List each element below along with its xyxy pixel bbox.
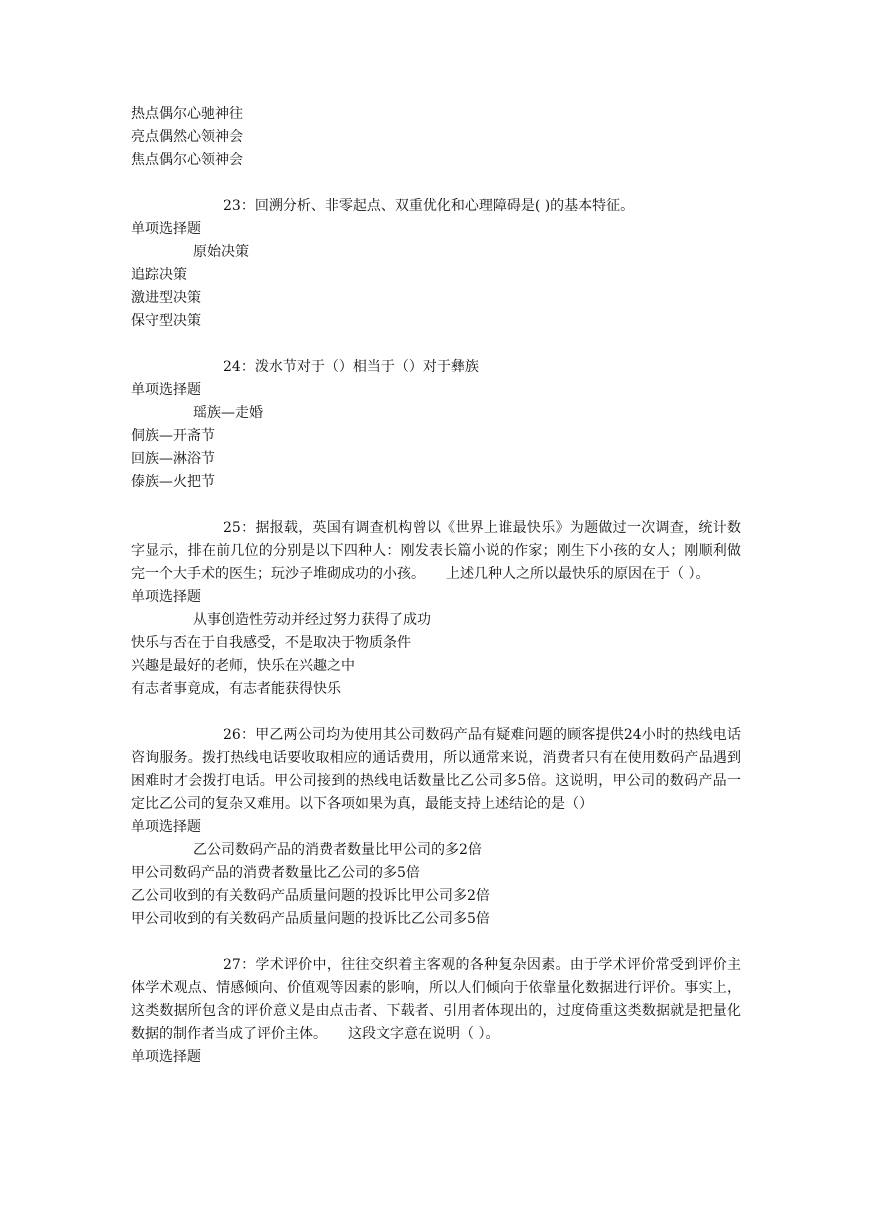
question-23	[131, 195, 741, 333]
option: 快乐与否在于自我感受，不是取决于物质条件	[131, 635, 411, 651]
option: 亮点偶然心领神会	[131, 129, 243, 145]
option: 傣族—火把节	[131, 474, 215, 490]
option: 回族—淋浴节	[131, 451, 215, 467]
question-type: 单项选择题	[131, 589, 201, 605]
option: 甲公司数码产品的消费者数量比乙公司的多5倍	[131, 865, 420, 881]
option: 从事创造性劳动并经过努力获得了成功	[193, 612, 431, 628]
question-stem: 26：甲乙两公司均为使用其公司数码产品有疑难问题的顾客提供24小时的热线电话咨询服务。拨打热线电话要收取相应的通话费用，所以通常来说，消费者只有在使用数码产品遇到困难时才会拨打电话。甲公司接到的热线电话数量比乙公司多5倍。这说明，甲公司的数码产品一定比乙公司的复杂又难用。以下各项如果为真，最能支持上述结论的是（）	[131, 727, 741, 812]
option: 保守型决策	[131, 313, 201, 329]
question-26	[131, 724, 741, 931]
question-type: 单项选择题	[131, 819, 201, 835]
question-type: 单项选择题	[131, 221, 201, 237]
option: 原始决策	[193, 244, 249, 260]
option: 甲公司收到的有关数码产品质量问题的投诉比乙公司多5倍	[131, 911, 490, 927]
option: 瑶族—走婚	[193, 405, 263, 421]
prev-question-options	[131, 103, 741, 172]
option: 乙公司收到的有关数码产品质量问题的投诉比甲公司多2倍	[131, 888, 490, 904]
question-stem: 24：泼水节对于（）相当于（）对于彝族	[223, 359, 479, 375]
question-type: 单项选择题	[131, 382, 201, 398]
option: 追踪决策	[131, 267, 187, 283]
question-type: 单项选择题	[131, 1049, 201, 1065]
question-stem: 25：据报载，英国有调查机构曾以《世界上谁最快乐》为题做过一次调查，统计数字显示，排在前几位的分别是以下四种人：刚发表长篇小说的作家；刚生下小孩的女人；刚顺利做完一个大手术的医生；玩沙子堆砌成功的小孩。 上述几种人之所以最快乐的原因在于（ ）。	[131, 520, 741, 582]
document-content	[131, 103, 741, 1069]
question-stem: 27：学术评价中，往往交织着主客观的各种复杂因素。由于学术评价常受到评价主体学术观点、情感倾向、价值观等因素的影响，所以人们倾向于依靠量化数据进行评价。事实上，这类数据所包含的评价意义是由点击者、下载者、引用者体现出的，过度倚重这类数据就是把量化数据的制作者当成了评价主体。 这段文字意在说明（ ）。	[131, 957, 741, 1042]
option: 兴趣是最好的老师，快乐在兴趣之中	[131, 658, 355, 674]
question-stem: 23：回溯分析、非零起点、双重优化和心理障碍是( )的基本特征。	[223, 198, 635, 214]
option: 有志者事竟成，有志者能获得快乐	[131, 681, 341, 697]
question-24	[131, 356, 741, 494]
question-27	[131, 954, 741, 1069]
option: 焦点偶尔心领神会	[131, 152, 243, 168]
option: 激进型决策	[131, 290, 201, 306]
question-25	[131, 517, 741, 701]
option: 热点偶尔心驰神往	[131, 106, 243, 122]
option: 乙公司数码产品的消费者数量比甲公司的多2倍	[193, 842, 482, 858]
option: 侗族—开斋节	[131, 428, 215, 444]
